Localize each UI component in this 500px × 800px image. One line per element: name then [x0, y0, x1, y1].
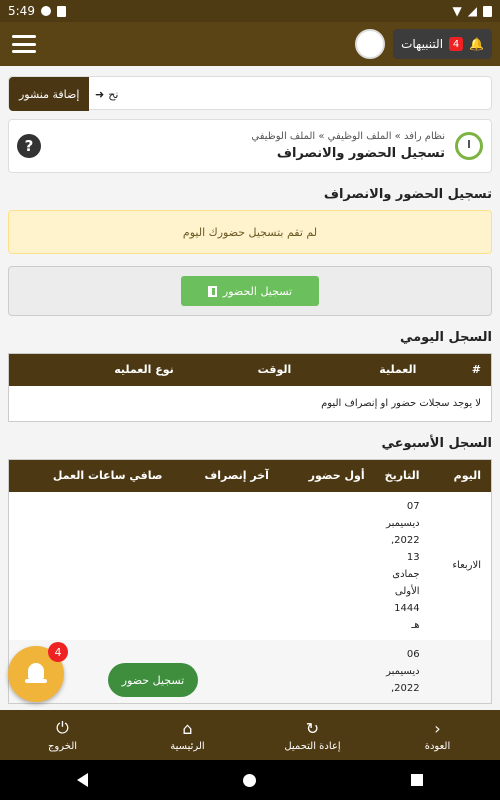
floating-checkin-button[interactable]: تسجيل حضور [108, 663, 198, 697]
avatar[interactable] [355, 29, 385, 59]
menu-icon[interactable] [12, 35, 36, 53]
daily-col-index: # [426, 354, 491, 386]
door-icon [208, 286, 217, 297]
weekly-day [430, 640, 492, 704]
status-bar [0, 0, 500, 22]
daily-col-time: الوقت [184, 354, 302, 386]
post-prefix-text: نح [108, 87, 119, 101]
not-checked-in-alert: لم تقم بتسجيل حضورك اليوم [8, 210, 492, 254]
date-line: الأولى [394, 585, 420, 597]
daily-log-title: السجل اليومي [399, 330, 492, 345]
date-line: ديسيمبر [386, 517, 420, 529]
weekly-col-last-out: آخر إنصراف [173, 460, 279, 492]
main-content [0, 66, 500, 710]
nav-reload-label: إعادة التحميل [284, 740, 341, 752]
fab-count-badge: 4 [48, 642, 68, 662]
weekly-col-net-hours: صافي ساعات العمل [9, 460, 173, 492]
page-header [8, 119, 492, 173]
top-bar [0, 22, 500, 66]
android-nav-bar [0, 760, 500, 800]
weekly-last-out [173, 492, 279, 640]
checkin-button-label: تسجيل الحضور [222, 284, 293, 298]
nav-back[interactable] [388, 719, 488, 752]
weekly-log-table [8, 459, 492, 704]
sim-status-icon [57, 6, 66, 17]
bottom-nav [0, 710, 500, 760]
date-line: هـ [411, 619, 420, 631]
recents-icon[interactable] [411, 774, 423, 786]
date-line: 07 [406, 500, 420, 512]
notifications-fab[interactable] [8, 646, 64, 702]
power-icon: ⏻ [56, 718, 69, 737]
breadcrumb[interactable]: نظام رافد » الملف الوظيفي » الملف الوظيفي [251, 131, 445, 142]
date-line: 1444 [394, 602, 420, 614]
page-title: تسجيل الحضور والانصراف [276, 146, 445, 161]
back-icon[interactable] [77, 773, 88, 787]
daily-col-operation: العملية [301, 354, 426, 386]
daily-col-type: نوع العمليه [9, 354, 184, 386]
checkin-panel [8, 266, 492, 316]
table-row [9, 640, 492, 704]
add-post-button[interactable]: إضافة منشور [9, 77, 89, 111]
wifi-icon: ▼ [452, 4, 462, 18]
nav-home-label: الرئيسية [170, 740, 205, 752]
weekly-first-in [279, 640, 375, 704]
daily-log-table [8, 353, 492, 422]
clock-icon [455, 132, 483, 160]
arrow-left-icon: ➜ [95, 87, 105, 101]
post-bar [8, 76, 492, 110]
nav-logout[interactable] [13, 718, 113, 752]
nav-reload[interactable] [263, 719, 363, 752]
weekly-date [375, 640, 430, 704]
reload-icon: ↻ [305, 718, 320, 738]
bell-icon: 🔔 [469, 37, 484, 51]
date-line: ديسيمبر [386, 665, 420, 677]
date-line: 2022, [390, 682, 420, 694]
notification-status-icon [41, 6, 51, 16]
date-line: 13 [406, 551, 420, 563]
weekly-first-in [279, 492, 375, 640]
notifications-label: التنبيهات [401, 37, 444, 51]
home-icon: ⌂ [182, 718, 193, 738]
weekly-col-first-in: أول حضور [279, 460, 375, 492]
nav-home[interactable] [138, 719, 238, 752]
checkin-button[interactable] [181, 276, 319, 306]
help-icon[interactable]: ? [17, 134, 41, 158]
weekly-day: الاربعاء [452, 560, 481, 571]
notifications-count-badge: 4 [449, 37, 463, 51]
weekly-net-hours [9, 492, 173, 640]
nav-back-label: العودة [424, 740, 451, 752]
weekly-col-date: التاريخ [375, 460, 430, 492]
status-time: 5:49 [8, 4, 35, 18]
date-line: جمادى [392, 568, 420, 580]
attendance-section-title: تسجيل الحضور والانصراف [323, 187, 492, 202]
table-row [9, 492, 492, 640]
daily-empty-message: لا يوجد سجلات حضور او إنصراف اليوم [321, 397, 481, 409]
date-line: 2022, [390, 534, 420, 546]
weekly-col-day: اليوم [430, 460, 492, 492]
battery-icon [483, 6, 492, 17]
nav-logout-label: الخروج [47, 741, 78, 752]
signal-icon: ◢ [467, 4, 477, 18]
notifications-button[interactable] [393, 29, 492, 59]
weekly-log-title: السجل الأسبوعي [381, 436, 492, 451]
post-nav[interactable] [95, 77, 118, 111]
date-line: 06 [406, 648, 420, 660]
weekly-date [375, 492, 430, 640]
chevron-right-icon: › [434, 718, 441, 738]
bell-icon [25, 663, 47, 685]
home-circle-icon[interactable] [243, 774, 256, 787]
